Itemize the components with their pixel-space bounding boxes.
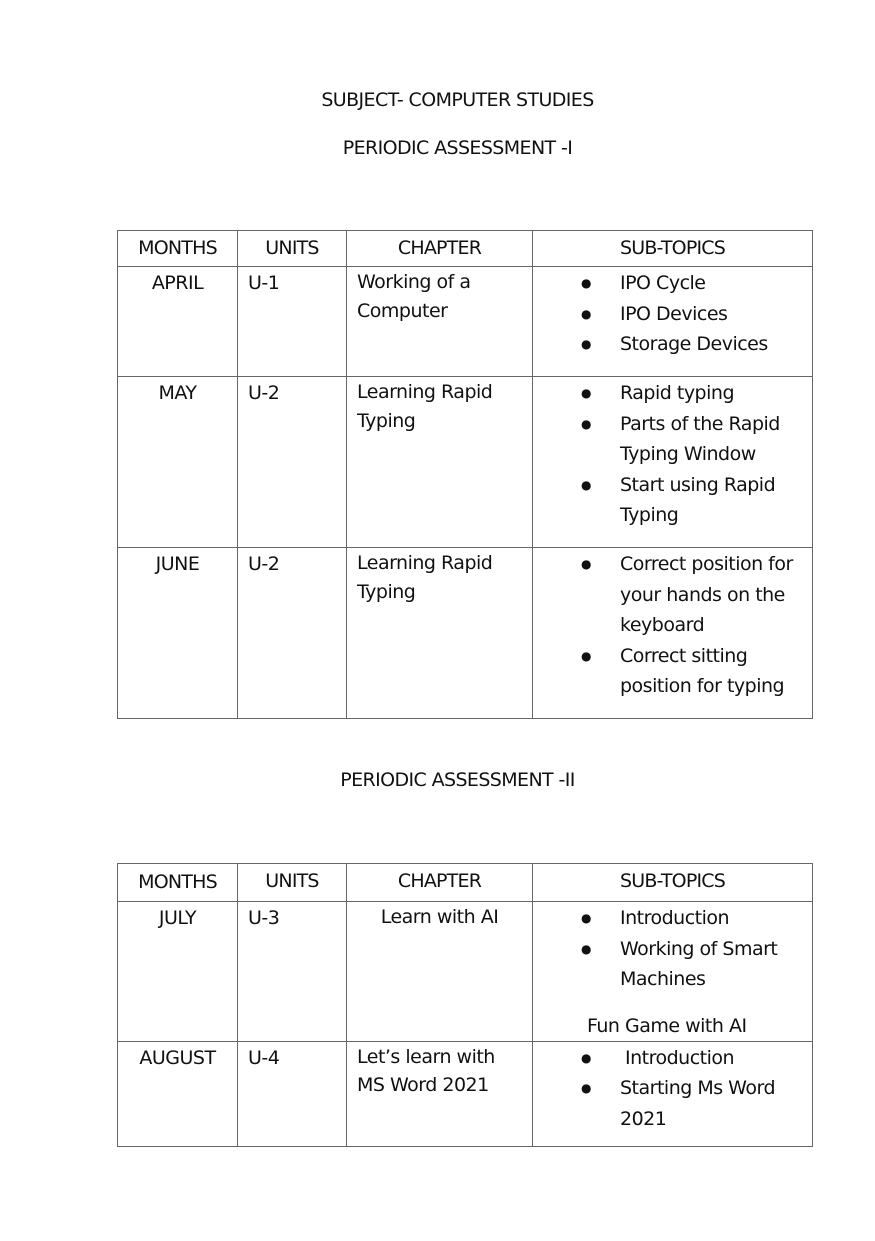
subtopic-item: ● Introduction [533, 1043, 804, 1074]
subtopics-cell [533, 377, 813, 548]
subtopics-cell [533, 267, 813, 377]
subtopic-item: ● IPO Cycle [533, 268, 804, 299]
table-header-row [118, 231, 813, 267]
subtopic-extra: Fun Game with AI [587, 1014, 747, 1037]
col-chapter: CHAPTER [347, 231, 533, 267]
unit-cell: U-3 [238, 902, 347, 1042]
month-cell: APRIL [118, 267, 238, 377]
pa1-table [117, 230, 813, 719]
subtopics-cell [533, 1041, 813, 1147]
subtopic-item: ● IPO Devices [533, 299, 804, 330]
subtopic-item: ● Rapid typing [533, 378, 804, 409]
month-cell: MAY [118, 377, 238, 548]
col-chapter: CHAPTER [347, 864, 533, 902]
subtopic-item: ● Starting Ms Word 2021 [533, 1073, 804, 1134]
table-row [118, 377, 813, 548]
subtopic-item: ● Correct position for your hands on the keyboard [533, 549, 804, 641]
subtopic-item: ● Working of Smart Machines [533, 934, 804, 995]
subtopic-item: ● Correct sitting position for typing [533, 641, 804, 702]
col-months: MONTHS [118, 231, 238, 267]
chapter-cell: Learn with AI [347, 902, 533, 1042]
unit-cell: U-1 [238, 267, 347, 377]
month-cell: JULY [118, 902, 238, 1042]
subtopic-item: ● Introduction [533, 903, 804, 934]
pa2-title: PERIODIC ASSESSMENT -II [340, 769, 575, 791]
col-subtopics: SUB-TOPICS [533, 864, 813, 902]
unit-cell: U-2 [238, 377, 347, 548]
unit-cell: U-2 [238, 548, 347, 719]
table-row [118, 1041, 813, 1147]
chapter-cell: Working of a Computer [347, 267, 533, 377]
table-row [118, 548, 813, 719]
col-units: UNITS [238, 864, 347, 902]
pa2-table [117, 863, 813, 1147]
col-units: UNITS [238, 231, 347, 267]
subtopics-cell [533, 548, 813, 719]
subtopic-item: ● Storage Devices [533, 329, 804, 360]
col-subtopics: SUB-TOPICS [533, 231, 813, 267]
table-header-row [118, 864, 813, 902]
subject-title: SUBJECT- COMPUTER STUDIES [321, 89, 594, 111]
col-months: MONTHS [118, 864, 238, 902]
month-cell: JUNE [118, 548, 238, 719]
table-row [118, 267, 813, 377]
pa1-title: PERIODIC ASSESSMENT -I [342, 137, 573, 159]
unit-cell: U-4 [238, 1041, 347, 1147]
chapter-cell: Learning Rapid Typing [347, 548, 533, 719]
chapter-cell: Learning Rapid Typing [347, 377, 533, 548]
month-cell: AUGUST [118, 1041, 238, 1147]
chapter-cell: Let’s learn with MS Word 2021 [347, 1041, 533, 1147]
subtopic-item: ● Start using Rapid Typing [533, 470, 804, 531]
subtopics-cell [533, 902, 813, 1042]
table-row [118, 902, 813, 1042]
subtopic-item: ● Parts of the Rapid Typing Window [533, 409, 804, 470]
